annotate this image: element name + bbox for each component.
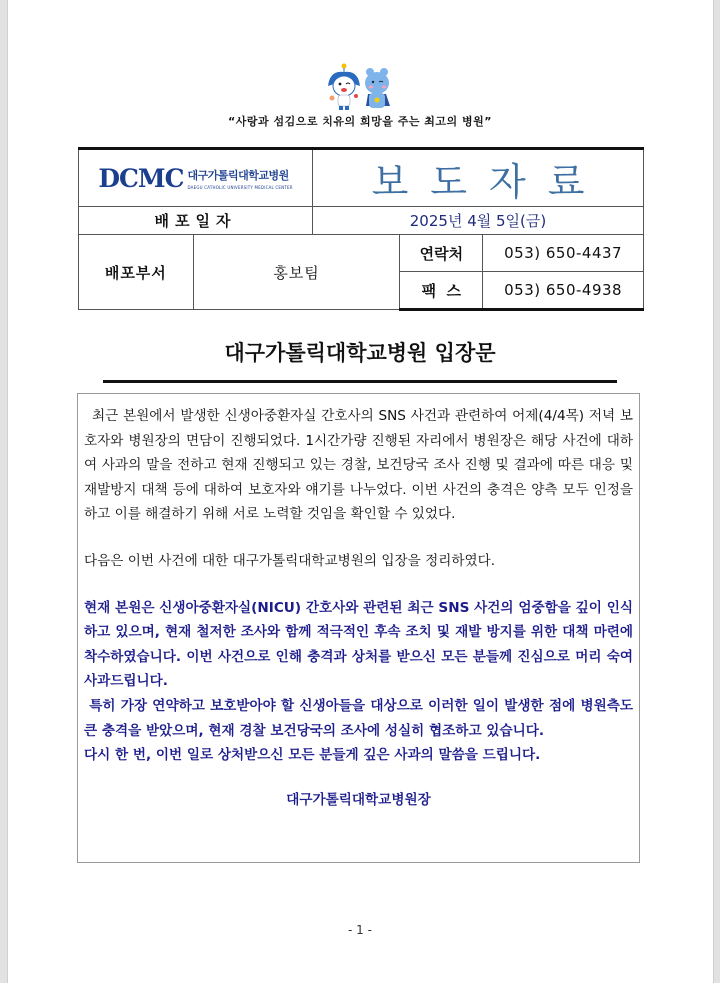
press-release-header-table <box>78 147 644 311</box>
hospital-logo <box>79 164 312 193</box>
signature: 대구가톨릭대학교병원장 <box>286 791 431 808</box>
page-left-margin <box>0 0 8 983</box>
logo-cell <box>79 149 313 207</box>
contact-label: 연락처 <box>400 235 483 272</box>
logo-mark: DCMC <box>98 163 184 193</box>
press-title-cell <box>313 149 644 207</box>
statement-paragraph-2: 특히 가장 연약하고 보호받아야 할 신생아들을 대상으로 이러한 일이 발생한 점에 병원측도 큰 충격을 받았으며, 현재 경찰 보건당국의 조사에 성실히 협조하고 있습니다. <box>84 697 638 739</box>
release-date-label: 배포일자 <box>79 207 313 235</box>
department-value: 홍보팀 <box>193 235 400 310</box>
page-right-margin <box>713 0 720 983</box>
document-title: 대구가톨릭대학교병원 입장문 <box>224 341 496 365</box>
summary-paragraph: 다음은 이번 사건에 대한 대구가톨릭대학교병원의 입장을 정리하였다. <box>84 552 496 569</box>
department-label: 배포부서 <box>79 235 194 310</box>
fax-number: 053) 650-4938 <box>483 272 644 310</box>
hospital-slogan: “사랑과 섬김으로 치유의 희망을 주는 최고의 병원” <box>228 115 492 128</box>
contact-phone: 053) 650-4437 <box>483 235 644 272</box>
statement-body-box <box>77 393 640 863</box>
intro-paragraph: 최근 본원에서 발생한 신생아중환자실 간호사의 SNS 사건과 관련하여 어제(4/4목) 저녁 보호자와 병원장의 면담이 진행되었다. 1시간가량 진행된 자리에서 병원장은 해당 사건에 대하여 사과의 말을 전하고 현재 진행되고 있는 경찰, 보건당국 조사 진행 및 결과에 따른 대응 및 재발방지 대책 등에 대하여 보호자와 얘기를 나누었다. 이번 사건의 충격은 양측 모두 인정을 하고 이를 해결하기 위해 서로 노력할 것임을 확인할 수 있었다. <box>84 408 633 523</box>
press-release-title: 보도자료 <box>371 159 607 204</box>
title-divider <box>103 380 617 383</box>
logo-hospital-name: 대구가톨릭대학교병원 <box>187 168 289 182</box>
fax-label: 팩 스 <box>400 272 483 310</box>
page-number: - 1 - <box>348 923 372 937</box>
statement-paragraph-1: 현재 본원은 신생아중환자실(NICU) 간호사와 관련된 최근 SNS 사건의 엄중함을 깊이 인식하고 있으며, 현재 철저한 조사와 함께 적극적인 후속 조치 및 재발 방지를 위한 대책 마련에 착수하였습니다. 이번 사건으로 인해 충격과 상처를 받으신 모든 분들께 진심으로 머리 숙여 사과드립니다. <box>84 599 633 690</box>
release-date: 2025년 4월 5일(금) <box>313 207 644 235</box>
logo-subtitle: DAEGU CATHOLIC UNIVERSITY MEDICAL CENTER <box>187 184 293 190</box>
hospital-mascots-icon <box>318 62 402 112</box>
statement-paragraph-3: 다시 한 번, 이번 일로 상처받으신 모든 분들게 깊은 사과의 말씀을 드립니다. <box>84 747 541 764</box>
